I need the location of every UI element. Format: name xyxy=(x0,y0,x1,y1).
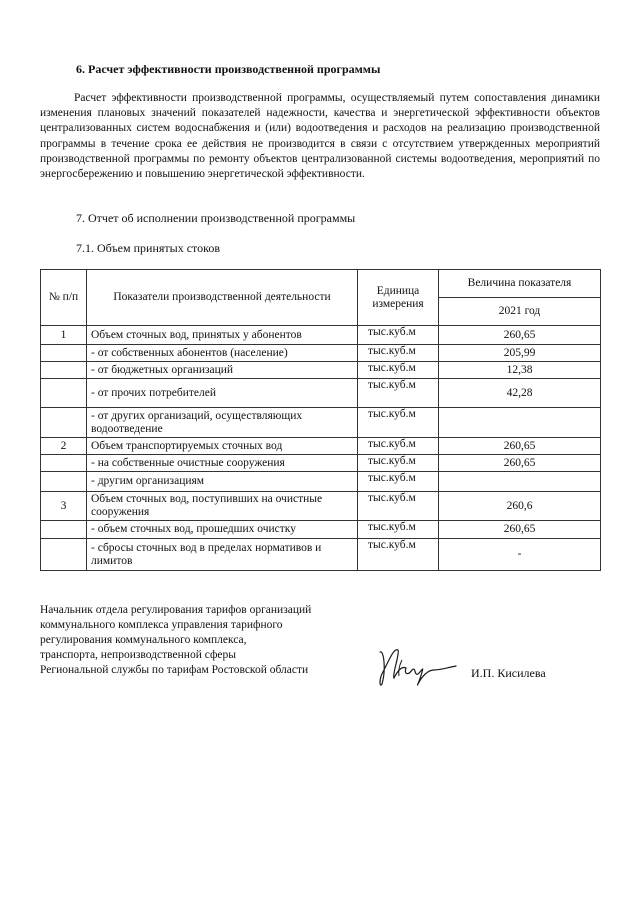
row-label: - другим организациям xyxy=(87,472,358,492)
table-row xyxy=(41,521,601,539)
row-label: - от прочих потребителей xyxy=(87,379,358,408)
row-unit: тыс.куб.м xyxy=(358,345,439,362)
row-value: - xyxy=(439,539,601,571)
row-num xyxy=(41,455,87,472)
row-num xyxy=(41,472,87,492)
table-row xyxy=(41,345,601,362)
row-unit: тыс.куб.м xyxy=(358,539,439,571)
row-label: Объем сточных вод, принятых у абонентов xyxy=(87,326,358,345)
signatory-title-line: Начальник отдела регулирования тарифов организаций xyxy=(40,604,312,616)
table-row xyxy=(41,438,601,455)
row-num: 3 xyxy=(41,492,87,521)
row-unit: тыс.куб.м xyxy=(358,379,439,408)
row-num xyxy=(41,521,87,539)
signatory-name: И.П. Кисилева xyxy=(471,666,546,680)
row-value: 260,65 xyxy=(439,455,601,472)
row-num xyxy=(41,345,87,362)
table-row xyxy=(41,539,601,571)
table-row xyxy=(41,455,601,472)
table-row xyxy=(41,492,601,521)
table-row xyxy=(41,379,601,408)
row-unit: тыс.куб.м xyxy=(358,362,439,379)
section-6-paragraph: Расчет эффективности производственной программы, осуществляемый путем сопоставления динамики изменения плановых значений показателей надежности, качества и энергетической эффективности объектов централизованных систем водоснабжения и (или) водоотведения и расходов на реализацию производственной программы в течение срока ее действия не производится в связи с отсутствием утвержденных мероприятий производственной программы по ремонту объектов централизованной системы водоотведения, мероприятий по энергосбережению и повышению энергетической эффективности. xyxy=(40,92,600,181)
signatory-title-line: регулирования коммунального комплекса, xyxy=(40,634,247,646)
row-label: Объем транспортируемых сточных вод xyxy=(87,438,358,455)
row-unit: тыс.куб.м xyxy=(358,438,439,455)
row-value: 260,65 xyxy=(439,521,601,539)
row-value: 260,6 xyxy=(439,492,601,521)
table-row xyxy=(41,326,601,345)
row-unit: тыс.куб.м xyxy=(358,521,439,539)
row-unit: тыс.куб.м xyxy=(358,408,439,438)
row-value: 42,28 xyxy=(439,379,601,408)
signatory-title-line: Региональной службы по тарифам Ростовской области xyxy=(40,664,309,676)
signatory-title xyxy=(40,603,380,678)
row-label: - сбросы сточных вод в пределах нормативов и лимитов xyxy=(87,539,358,571)
header-year: 2021 год xyxy=(439,298,601,326)
row-num xyxy=(41,539,87,571)
header-num: № п/п xyxy=(41,270,87,326)
table-row xyxy=(41,472,601,492)
row-label: - от других организаций, осуществляющих водоотведение xyxy=(87,408,358,438)
table-row xyxy=(41,362,601,379)
row-num: 2 xyxy=(41,438,87,455)
row-label: Объем сточных вод, поступивших на очистные сооружения xyxy=(87,492,358,521)
header-value-group: Величина показателя xyxy=(439,270,601,298)
row-value: 260,65 xyxy=(439,326,601,345)
row-num: 1 xyxy=(41,326,87,345)
row-num xyxy=(41,379,87,408)
row-unit: тыс.куб.м xyxy=(358,326,439,345)
signatory-title-line: коммунального комплекса управления тарифного xyxy=(40,619,283,631)
signatory-title-line: транспорта, непроизводственной сферы xyxy=(40,649,236,661)
table-row xyxy=(41,408,601,438)
row-unit: тыс.куб.м xyxy=(358,492,439,521)
section-6-heading: 6. Расчет эффективности производственной программы xyxy=(76,62,381,76)
handwritten-signature-icon xyxy=(372,640,462,692)
row-label: - объем сточных вод, прошедших очистку xyxy=(87,521,358,539)
header-indicator: Показатели производственной деятельности xyxy=(87,270,358,326)
section-7-heading: 7. Отчет об исполнении производственной программы xyxy=(76,211,356,225)
row-value: 205,99 xyxy=(439,345,601,362)
row-label: - от собственных абонентов (население) xyxy=(87,345,358,362)
section-7-1-heading: 7.1. Объем принятых стоков xyxy=(76,241,220,255)
row-num xyxy=(41,362,87,379)
row-label: - на собственные очистные сооружения xyxy=(87,455,358,472)
row-value: 12,38 xyxy=(439,362,601,379)
row-unit: тыс.куб.м xyxy=(358,472,439,492)
row-value xyxy=(439,408,601,438)
row-unit: тыс.куб.м xyxy=(358,455,439,472)
row-num xyxy=(41,408,87,438)
accepted-wastewater-table xyxy=(40,269,601,571)
header-unit: Единица измерения xyxy=(358,270,439,326)
row-value xyxy=(439,472,601,492)
row-label: - от бюджетных организаций xyxy=(87,362,358,379)
row-value: 260,65 xyxy=(439,438,601,455)
